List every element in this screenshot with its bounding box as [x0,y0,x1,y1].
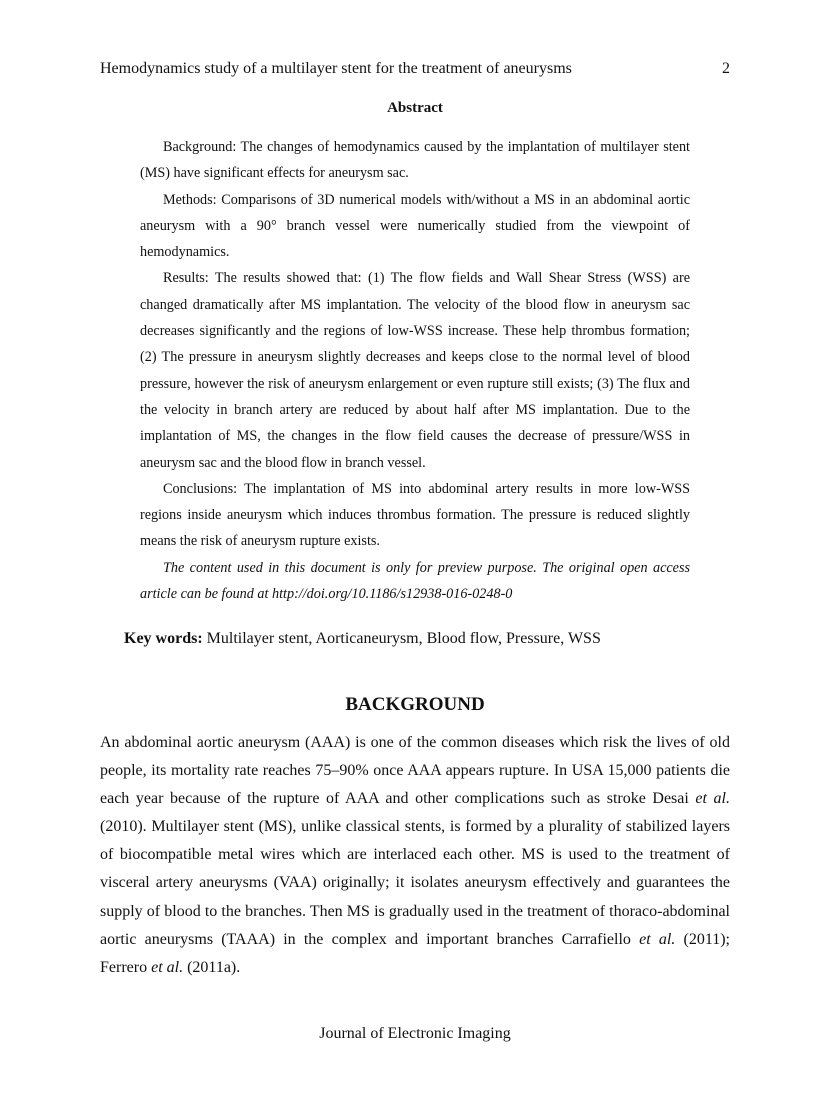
abstract-conclusions: Conclusions: The implantation of MS into abdominal artery results in more low-WSS regions inside aneurysm which induces thrombus formation. The pressure is reduced slightly means the risk of aneurysm rupture exists. [140,480,690,550]
background-paragraph [100,729,730,982]
abstract-body [140,134,690,607]
paragraph-text: (2011); Ferrero [100,930,730,976]
section-heading-background: BACKGROUND [345,694,485,715]
running-header [100,60,730,82]
running-title: Hemodynamics study of a multilayer stent for the treatment of aneurysms [100,60,572,77]
page-number: 2 [722,60,730,77]
keywords-text: Multilayer stent, Aorticaneurysm, Blood flow, Pressure, WSS [206,630,601,647]
abstract-background: Background: The changes of hemodynamics caused by the implantation of multilayer stent (MS) have significant effects for aneurysm sac. [140,139,690,182]
abstract-methods: Methods: Comparisons of 3D numerical models with/without a MS in an abdominal aortic aneurysm with a 90° branch vessel were numerically studied from the viewpoint of hemodynamics. [140,191,690,261]
abstract-results: Results: The results showed that: (1) The flow fields and Wall Shear Stress (WSS) are changed dramatically after MS implantation. The velocity of the blood flow in aneurysm sac decreases significantly and the regions of low-WSS increase. These help thrombus formation; (2) The pressure in aneurysm slightly decreases and keeps close to the normal level of blood pressure, however the risk of aneurysm enlargement or even rupture still exists; (3) The flux and the velocity in branch artery are reduced by about half after MS implantation. Due to the implantation of MS, the changes in the flow field causes the decrease of pressure/WSS in aneurysm sac and the blood flow in branch vessel. [140,270,690,471]
background-body [100,729,730,982]
keywords [124,627,744,651]
citation-etal: et al. [639,930,676,948]
paragraph-text: (2011a). [183,958,241,976]
citation-etal: et al. [695,790,730,808]
preview-note: The content used in this document is only for preview purpose. The original open access article can be found at http://doi.org/10.1186/s12938-016-0248-0 [140,559,690,603]
paragraph-text: An abdominal aortic aneurysm (AAA) is one of the common diseases which risk the lives of old people, its mortality rate reaches 75–90% once AAA appears rupture. In USA 15,000 patients die each year because of the rupture of AAA and other complications such as stroke Desai [100,734,730,808]
abstract-heading: Abstract [387,100,443,116]
paragraph-text: (2010). Multilayer stent (MS), unlike classical stents, is formed by a plurality of stabilized layers of biocompatible metal wires which are interlaced each other. MS is used to the treatment of visceral artery aneurysms (VAA) originally; it isolates aneurysm effectively and guarantees the supply of blood to the branches. Then MS is gradually used in the treatment of thoraco-abdominal aortic aneurysms (TAAA) in the complex and important branches Carrafiello [100,818,730,948]
journal-footer: Journal of Electronic Imaging [319,1025,511,1042]
citation-etal: et al. [151,958,184,976]
keywords-label: Key words: [124,630,203,647]
